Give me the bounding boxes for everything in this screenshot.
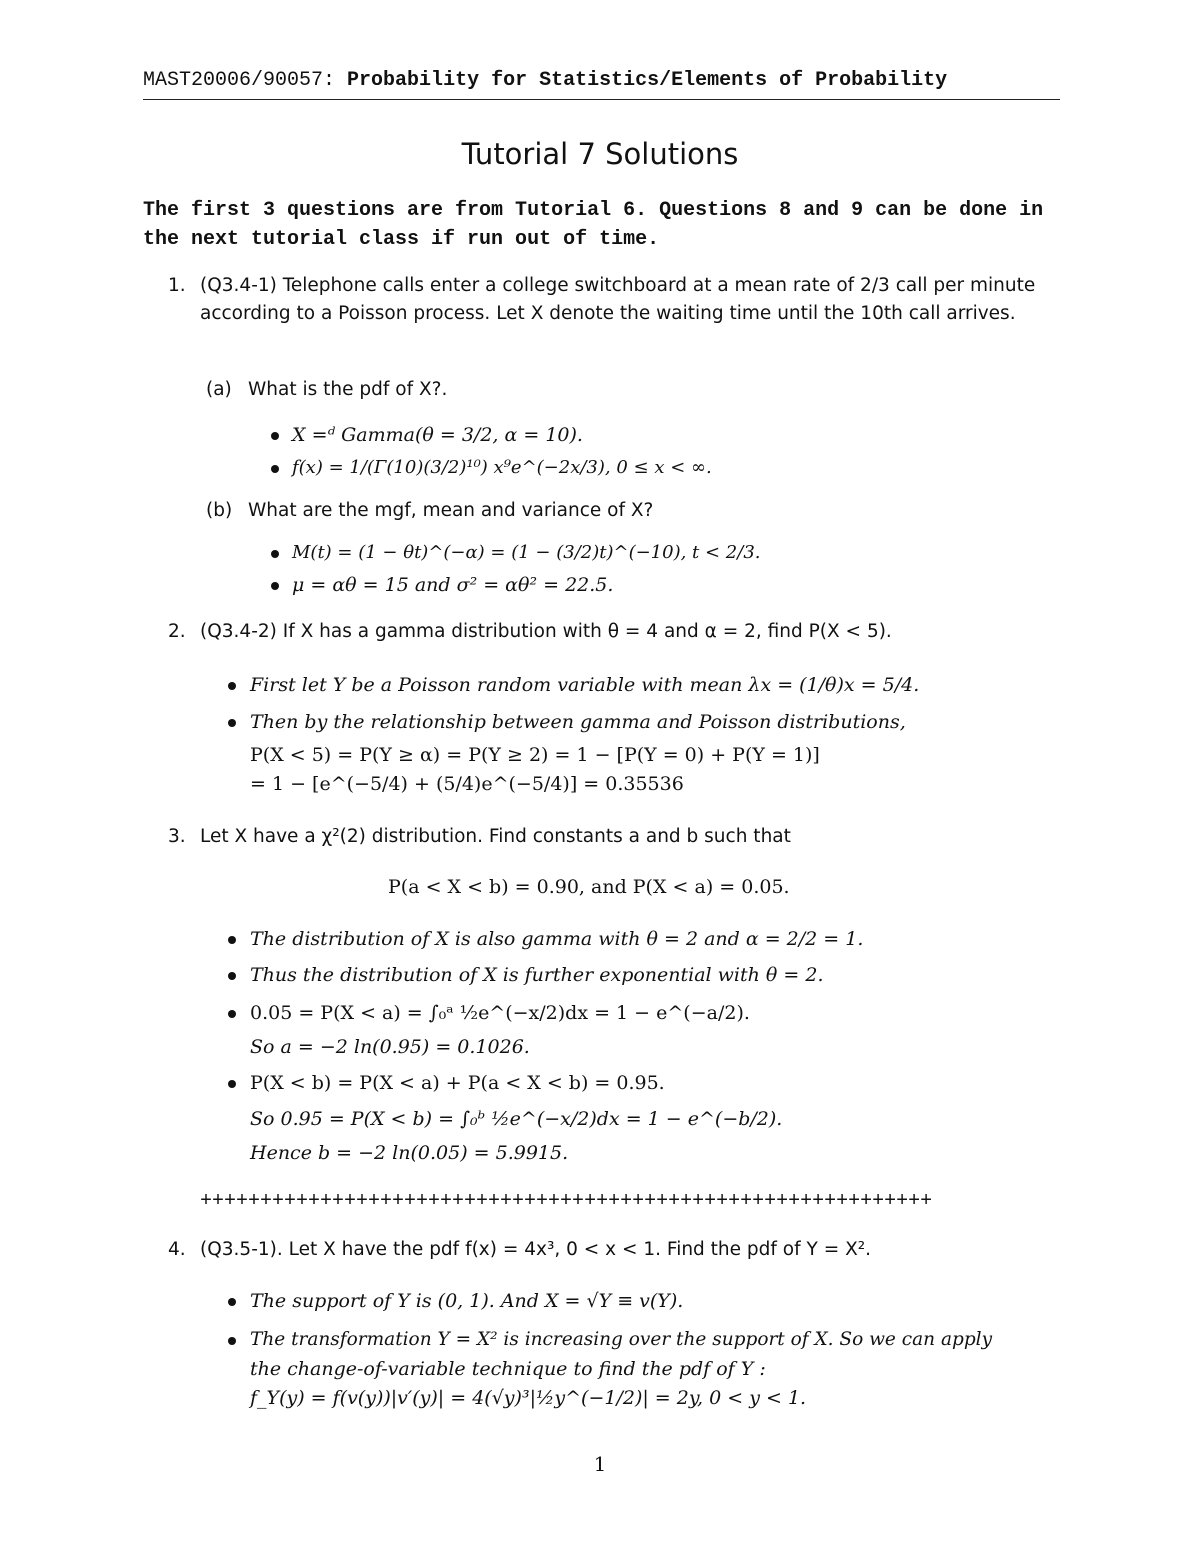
bullet (228, 682, 236, 690)
q3-number: 3. (168, 826, 186, 847)
q2-bullet-1: First let Y be a Poisson random variable with mean λx = (1/θ)x = 5/4. (250, 674, 920, 696)
q4-bullet-2-line-3: f_Y(y) = f(v(y))|v′(y)| = 4(√y)³|½y^(−1/2)| = 2y, 0 < y < 1. (250, 1387, 807, 1409)
q2-bullet-2-line-3: = 1 − [e^(−5/4) + (5/4)e^(−5/4)] = 0.35536 (250, 773, 684, 795)
q1-a-label: (a) (206, 379, 232, 400)
q1-a-bullet-1: X =ᵈ Gamma(θ = 3/2, α = 10). (292, 424, 583, 446)
q2-bullet-2-line-2: P(X < 5) = P(Y ≥ α) = P(Y ≥ 2) = 1 − [P(Y = 0) + P(Y = 1)] (250, 744, 820, 766)
q4-number: 4. (168, 1239, 186, 1260)
bullet (228, 1337, 236, 1345)
page-title: Tutorial 7 Solutions (461, 137, 739, 171)
q1-b-text: What are the mgf, mean and variance of X? (248, 500, 654, 521)
q1-text: (Q3.4-1) Telephone calls enter a college switchboard at a mean rate of 2/3 call per minute according to a Poisson process. Let X denote the waiting time until the 10th call arrives. (200, 275, 1036, 324)
bullet (271, 582, 279, 590)
q3-bullet-4-line-2: So 0.95 = P(X < b) = ∫₀ᵇ ½e^(−x/2)dx = 1 − e^(−b/2). (250, 1108, 783, 1130)
q2-number: 2. (168, 621, 186, 642)
bullet (228, 719, 236, 727)
q1-a-bullet-2: f(x) = 1/(Γ(10)(3/2)¹⁰) x⁹e^(−2x/3), 0 ≤ x < ∞. (292, 457, 712, 478)
q1-a-text: What is the pdf of X?. (248, 379, 448, 400)
bullet (228, 936, 236, 944)
page-number: 1 (593, 1452, 607, 1476)
course-code: MAST20006/90057: (143, 69, 348, 92)
q3-bullet-2: Thus the distribution of X is further exponential with θ = 2. (250, 964, 824, 986)
q2-text: (Q3.4-2) If X has a gamma distribution with θ = 4 and α = 2, find P(X < 5). (200, 621, 892, 642)
bullet (228, 1010, 236, 1018)
q2-bullet-2-line-1: Then by the relationship between gamma and Poisson distributions, (250, 711, 906, 733)
running-header (143, 66, 1060, 100)
q1-b-bullet-1: M(t) = (1 − θt)^(−α) = (1 − (3/2)t)^(−10), t < 2/3. (292, 542, 761, 563)
q3-display-equation: P(a < X < b) = 0.90, and P(X < a) = 0.05. (388, 876, 790, 898)
q3-bullet-1: The distribution of X is also gamma with θ = 2 and α = 2/2 = 1. (250, 928, 864, 950)
intro-note: The first 3 questions are from Tutorial 6. Questions 8 and 9 can be done in the next tutorial class if run out of time. (143, 199, 1044, 251)
bullet (271, 432, 279, 440)
section-separator: +++++++++++++++++++++++++++++++++++++++++++++++++++++++++++++ (200, 1190, 933, 1213)
bullet (271, 465, 279, 473)
q3-bullet-3-line-1: 0.05 = P(X < a) = ∫₀ᵃ ½e^(−x/2)dx = 1 − e^(−a/2). (250, 1002, 750, 1024)
bullet (271, 550, 279, 558)
course-title: Probability for Statistics/Elements of Probability (347, 69, 948, 92)
bullet (228, 1298, 236, 1306)
q3-bullet-3-line-2: So a = −2 ln(0.95) = 0.1026. (250, 1036, 530, 1058)
q1-number: 1. (168, 275, 186, 296)
q4-bullet-1: The support of Y is (0, 1). And X = √Y ≡ v(Y). (250, 1290, 684, 1312)
q3-bullet-4-line-3: Hence b = −2 ln(0.05) = 5.9915. (250, 1142, 569, 1164)
q1-b-bullet-2: μ = αθ = 15 and σ² = αθ² = 22.5. (292, 574, 614, 596)
q1-b-label: (b) (206, 500, 233, 521)
q4-bullet-2-line-2: the change-of-variable technique to find the pdf of Y : (250, 1358, 766, 1380)
q4-text: (Q3.5-1). Let X have the pdf f(x) = 4x³, 0 < x < 1. Find the pdf of Y = X². (200, 1239, 872, 1260)
q4-bullet-2-line-1: The transformation Y = X² is increasing over the support of X. So we can apply (250, 1329, 993, 1350)
q3-bullet-4-line-1: P(X < b) = P(X < a) + P(a < X < b) = 0.95. (250, 1072, 665, 1094)
q3-text: Let X have a χ²(2) distribution. Find constants a and b such that (200, 826, 791, 847)
bullet (228, 972, 236, 980)
bullet (228, 1080, 236, 1088)
